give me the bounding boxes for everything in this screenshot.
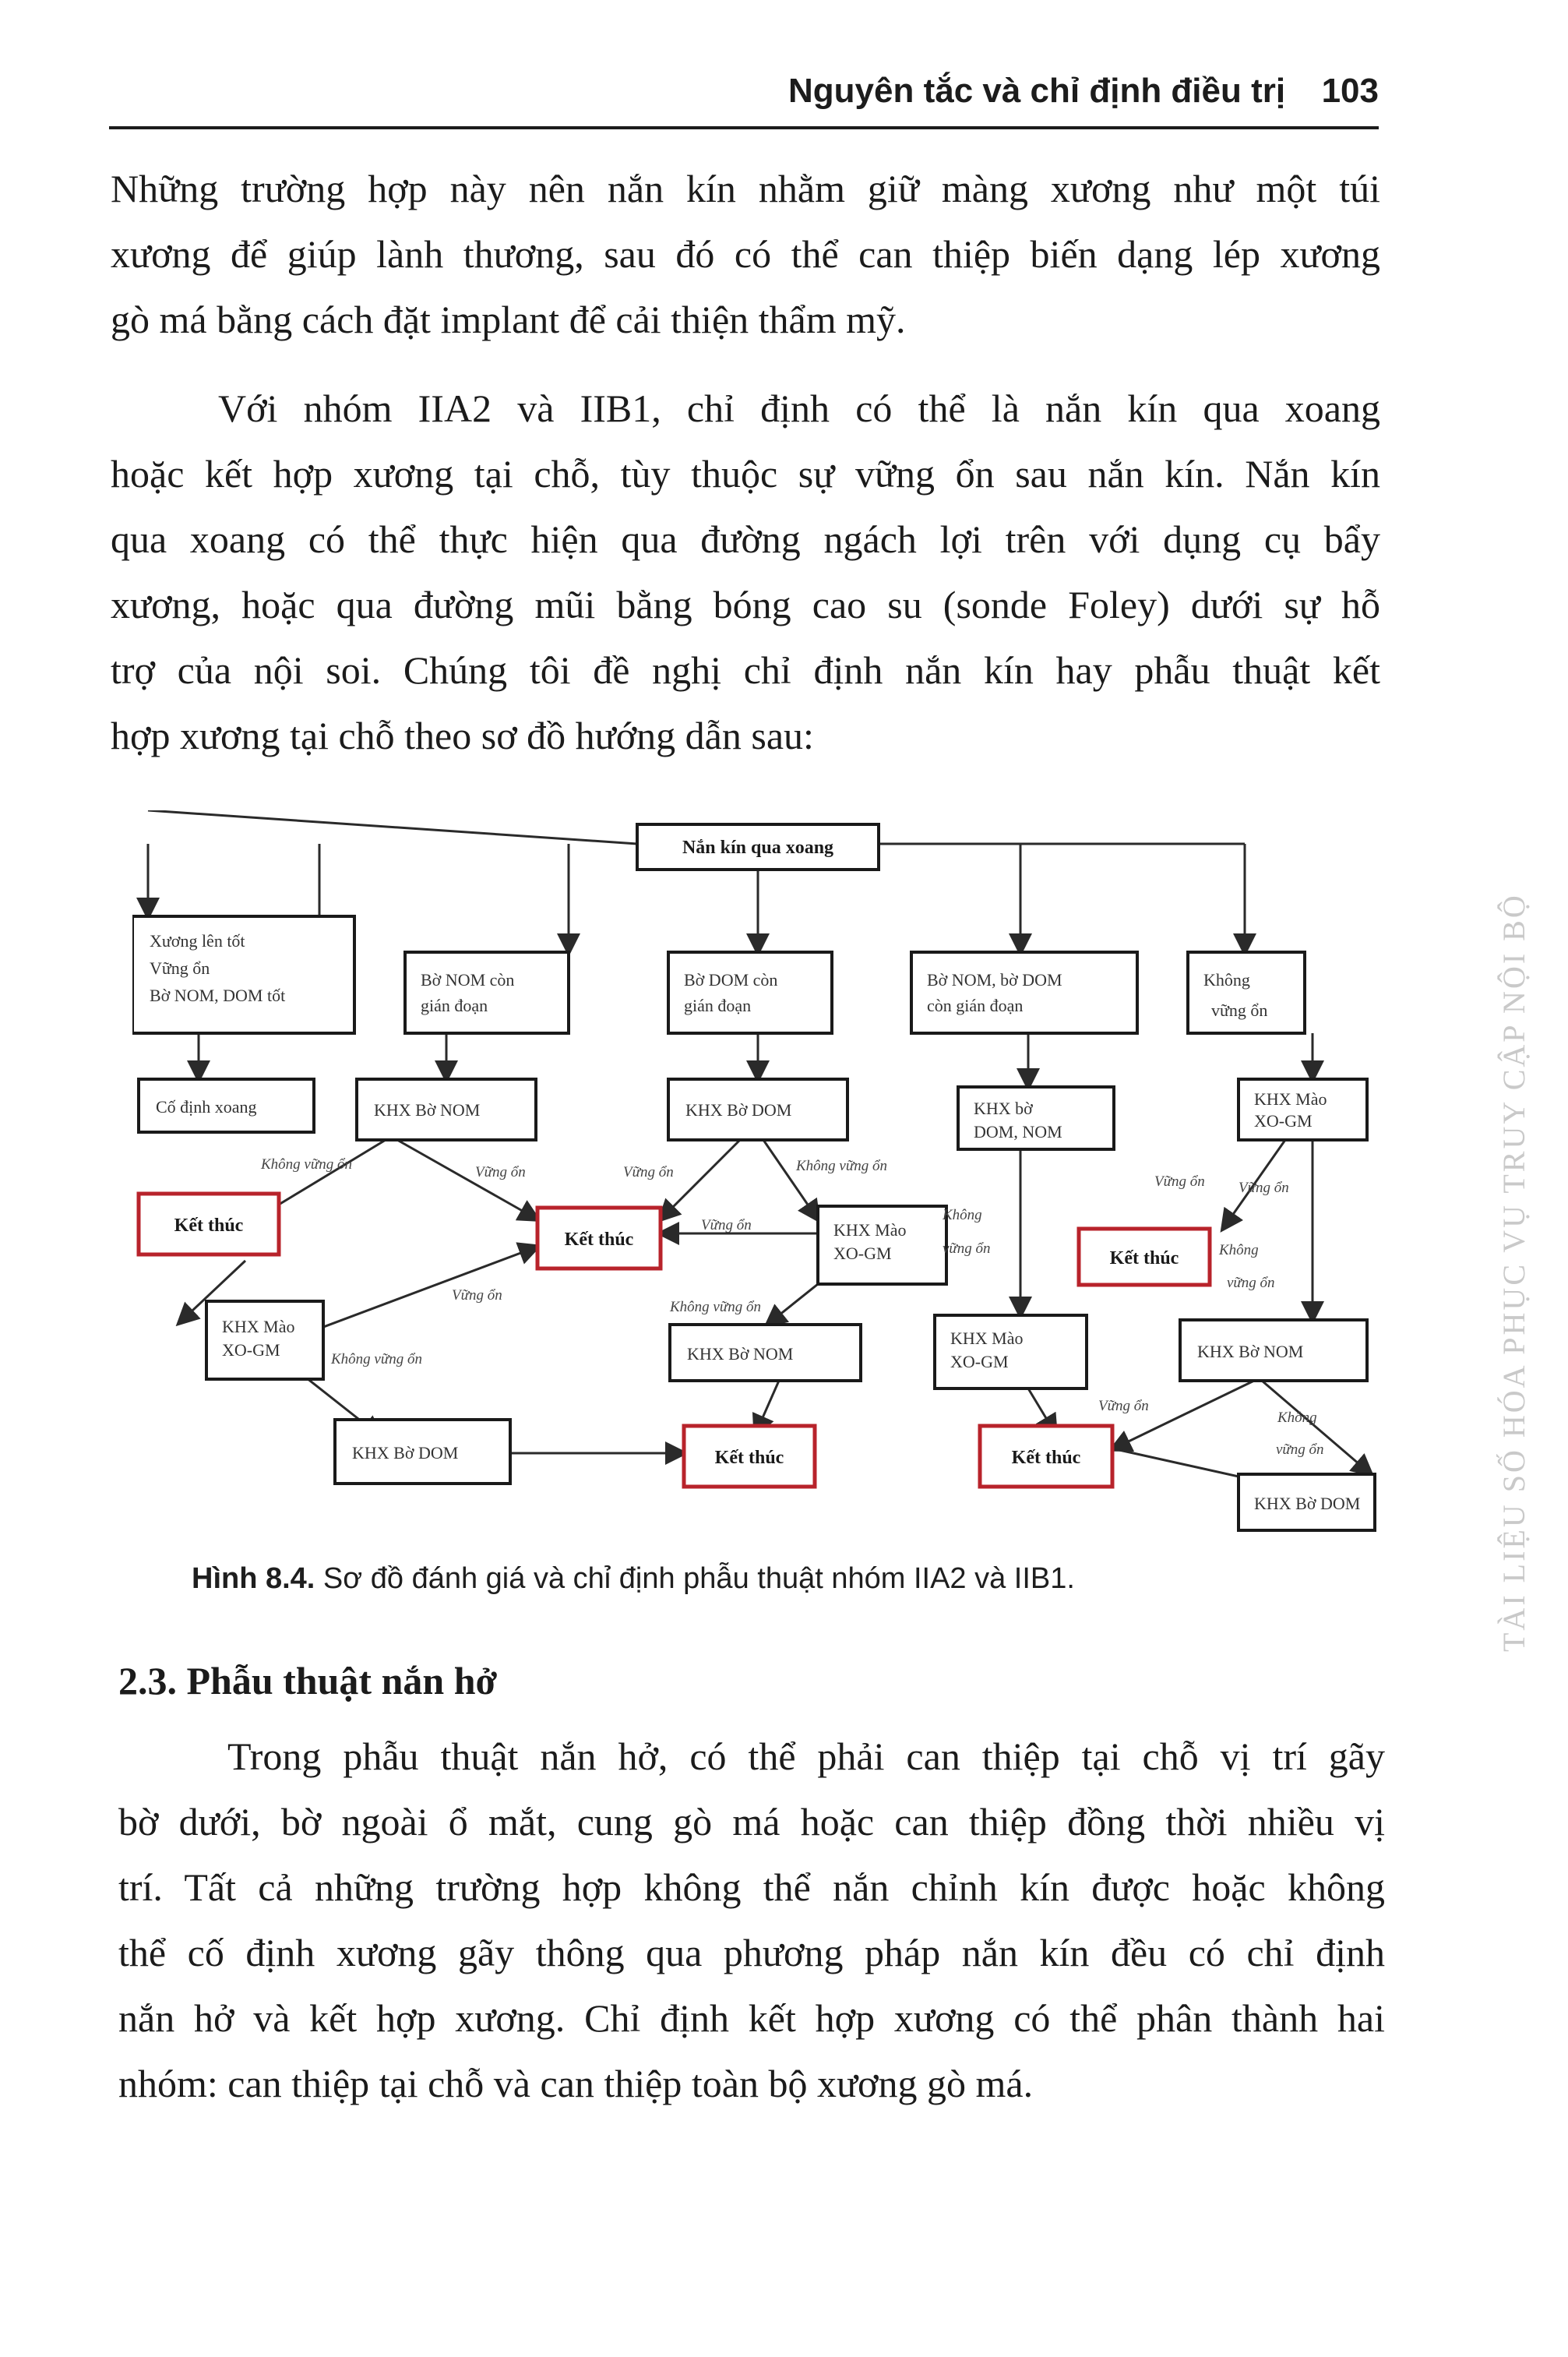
node-label: KHX bờ [974,1099,1033,1118]
edge-label: Không vững ổn [670,1299,761,1315]
node-label: KHX Bờ NOM [1197,1342,1304,1361]
flowchart-diagram [132,810,1387,1543]
header-title [788,72,1379,111]
page-number: 103 [1321,72,1379,110]
paragraph-line: trí. Tất cả những trường hợp không thể nắn chỉnh kín được hoặc không [118,1865,1385,1909]
edge-label: Vững ổn [701,1217,752,1233]
node-level2-3 [668,1079,847,1140]
edge-label: vững ổn [943,1240,991,1257]
node-label: KHX Mào [1254,1089,1327,1109]
node-label: KHX Mào [222,1317,295,1336]
node-label: Vững ổn [150,958,210,978]
node-label: KHX Mào [950,1328,1024,1348]
paragraph-3 [118,1724,1385,2116]
node-label: Bờ NOM, bờ DOM [927,970,1062,990]
archive-watermark: TÀI LIỆU SỐ HÓA PHỤC VỤ TRUY CẬP NỘI BỘ [1496,893,1531,1652]
edge-label: vững ổn [1276,1441,1324,1458]
node-root-label: Nắn kín qua xoang [682,838,834,858]
edge-label: vững ổn [1227,1275,1275,1291]
node-label: vững ổn [1211,1000,1268,1020]
edge-label: Vững ổn [623,1164,674,1180]
node-level1-4 [911,952,1137,1033]
paragraph-line: nắn hở và kết hợp xương. Chỉ định kết hợp xương có thể phân thành hai [118,1996,1385,2040]
node-label: KHX Bờ NOM [687,1344,794,1364]
paragraph-line: thể cố định xương gãy thông qua phương pháp nắn kín đều có chỉ định [118,1931,1385,1974]
node-label: XO-GM [1254,1111,1313,1131]
edge-label: Không vững ổn [331,1351,422,1367]
node-label: DOM, NOM [974,1122,1062,1141]
node-label: XO-GM [950,1352,1009,1371]
header-chapter-title: Nguyên tắc và chỉ định điều trị [788,72,1286,110]
node-label: Cố định xoang [156,1097,257,1117]
node-khx-bo-nom-center [670,1325,861,1381]
edge-label: Vững ổn [452,1287,502,1304]
node-level1-5 [1188,952,1305,1033]
node-khx-mao-left [206,1301,323,1379]
node-label: KHX Mào [833,1220,907,1240]
running-header [109,64,1379,129]
node-label: KHX Bờ DOM [1254,1494,1361,1513]
paragraph-line: xương, hoặc qua đường mũi bằng bóng cao su (sonde Foley) dưới sự hỗ [111,583,1380,626]
figure-caption-text: Sơ đồ đánh giá và chỉ định phẫu thuật nhóm IIA2 và IIB1. [315,1562,1075,1595]
connector-lines [148,810,1371,1492]
edge-label: Vững ổn [1098,1398,1149,1414]
node-khx-bo-dom-bottom [335,1420,510,1484]
node-label: Bờ DOM còn [684,970,778,990]
node-level1-2 [405,952,569,1033]
end-label: Kết thúc [714,1448,784,1468]
node-label: gián đoạn [684,996,752,1015]
node-label: XO-GM [833,1244,892,1263]
node-level2-5 [1239,1079,1367,1140]
node-label: KHX Bờ DOM [685,1100,792,1120]
node-khx-bo-nom-right [1180,1320,1367,1381]
node-level2-4 [958,1087,1114,1149]
edge-label: Vững ổn [475,1164,526,1180]
paragraph-line: qua xoang có thể thực hiện qua đường ngách lợi trên với dụng cụ bẩy [111,517,1380,561]
paragraph-2 [111,376,1380,768]
edge-label: Không [1277,1410,1317,1426]
node-root [637,824,879,870]
paragraph-line: hợp xương tại chỗ theo sơ đồ hướng dẫn sau: [111,714,814,757]
paragraph-line: hoặc kết hợp xương tại chỗ, tùy thuộc sự vững ổn sau nắn kín. Nắn kín [111,452,1380,496]
node-label: KHX Bờ NOM [374,1100,481,1120]
end-label: Kết thúc [1109,1248,1179,1268]
paragraph-line: Trong phẫu thuật nắn hở, có thể phải can thiệp tại chỗ vị trí gãy [227,1734,1385,1778]
node-end-2 [537,1208,661,1268]
node-end-4 [684,1426,815,1487]
edge-label: Không [943,1207,982,1223]
end-label: Kết thúc [564,1230,634,1250]
figure-caption-label: Hình 8.4. [192,1562,315,1595]
node-end-5 [980,1426,1112,1487]
node-label: gián đoạn [421,996,488,1015]
node-khx-mao-right [935,1315,1087,1388]
node-level1-1 [132,916,354,1033]
node-level1-3 [668,952,832,1033]
paragraph-line: xương để giúp lành thương, sau đó có thể can thiệp biến dạng lép xương [111,232,1380,276]
edge-labels [260,1156,1324,1458]
node-level2-2 [357,1079,536,1140]
node-label: còn gián đoạn [927,996,1024,1015]
node-end-3 [1079,1229,1210,1285]
paragraph-line: Với nhóm IIA2 và IIB1, chỉ định có thể là nắn kín qua xoang [218,386,1380,430]
node-label: Bờ NOM còn [421,970,515,990]
node-label: Xương lên tốt [150,931,245,951]
edge-label: Vững ổn [1239,1180,1289,1196]
paragraph-1 [111,156,1380,352]
edge-label: Không vững ổn [796,1158,887,1174]
node-khx-mao-center [818,1206,946,1284]
edge-label: Vững ổn [1154,1173,1205,1190]
figure-caption [192,1562,1075,1596]
paragraph-line: trợ của nội soi. Chúng tôi đề nghị chỉ định nắn kín hay phẫu thuật kết [111,648,1380,692]
node-label: Bờ NOM, DOM tốt [150,986,286,1005]
node-label: XO-GM [222,1340,280,1360]
paragraph-line: gò má bằng cách đặt implant để cải thiện thẩm mỹ. [111,298,906,341]
paragraph-line: bờ dưới, bờ ngoài ổ mắt, cung gò má hoặc can thiệp đồng thời nhiều vị [118,1800,1385,1844]
paragraph-line: nhóm: can thiệp tại chỗ và can thiệp toàn bộ xương gò má. [118,2062,1034,2105]
edge-label: Không [1219,1242,1259,1258]
node-end-1 [139,1194,279,1254]
edge-label: Không vững ổn [261,1156,352,1173]
node-khx-bo-dom-right [1239,1474,1375,1530]
node-level2-1 [139,1079,314,1132]
node-label: Không [1203,970,1250,990]
paragraph-line: Những trường hợp này nên nắn kín nhằm giữ màng xương như một túi [111,167,1380,210]
section-heading: 2.3. Phẫu thuật nắn hở [118,1659,498,1702]
node-label: KHX Bờ DOM [352,1443,459,1463]
end-label: Kết thúc [1011,1448,1081,1468]
end-label: Kết thúc [174,1216,244,1236]
